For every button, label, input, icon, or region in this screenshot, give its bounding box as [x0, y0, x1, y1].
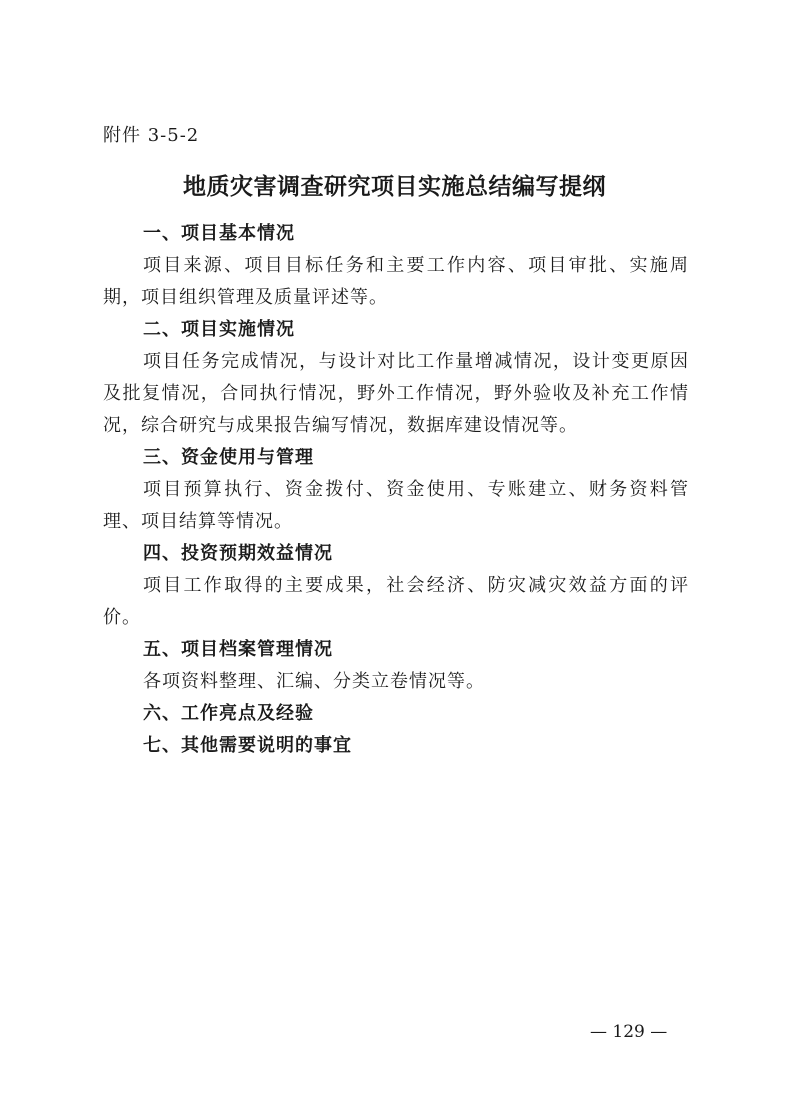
section-body-basic-info: 项目来源、项目目标任务和主要工作内容、项目审批、实施周期，项目组织管理及质量评述等。	[103, 255, 689, 308]
section-heading-benefits: 四、投资预期效益情况	[143, 543, 333, 564]
section-body-benefits: 项目工作取得的主要成果，社会经济、防灾减灾效益方面的评价。	[103, 575, 689, 628]
attachment-label: 附件 3-5-2	[103, 125, 200, 146]
section-heading-basic-info: 一、项目基本情况	[143, 223, 295, 244]
section-body-funding: 项目预算执行、资金拨付、资金使用、专账建立、财务资料管理、项目结算等情况。	[103, 479, 689, 532]
section-heading-highlights: 六、工作亮点及经验	[143, 703, 314, 724]
section-heading-funding: 三、资金使用与管理	[143, 447, 314, 468]
section-body-implementation: 项目任务完成情况，与设计对比工作量增减情况，设计变更原因及批复情况，合同执行情况，野外工作情况，野外验收及补充工作情况，综合研究与成果报告编写情况，数据库建设情况等。	[103, 351, 689, 436]
section-heading-other-matters: 七、其他需要说明的事宜	[143, 735, 352, 756]
section-heading-implementation: 二、项目实施情况	[143, 319, 295, 340]
document-title: 地质灾害调查研究项目实施总结编写提纲	[183, 173, 606, 200]
section-heading-archives: 五、项目档案管理情况	[143, 639, 333, 660]
document-body	[103, 218, 689, 762]
page-number: — 129 —	[590, 1022, 668, 1042]
section-body-archives: 各项资料整理、汇编、分类立卷情况等。	[143, 671, 485, 692]
